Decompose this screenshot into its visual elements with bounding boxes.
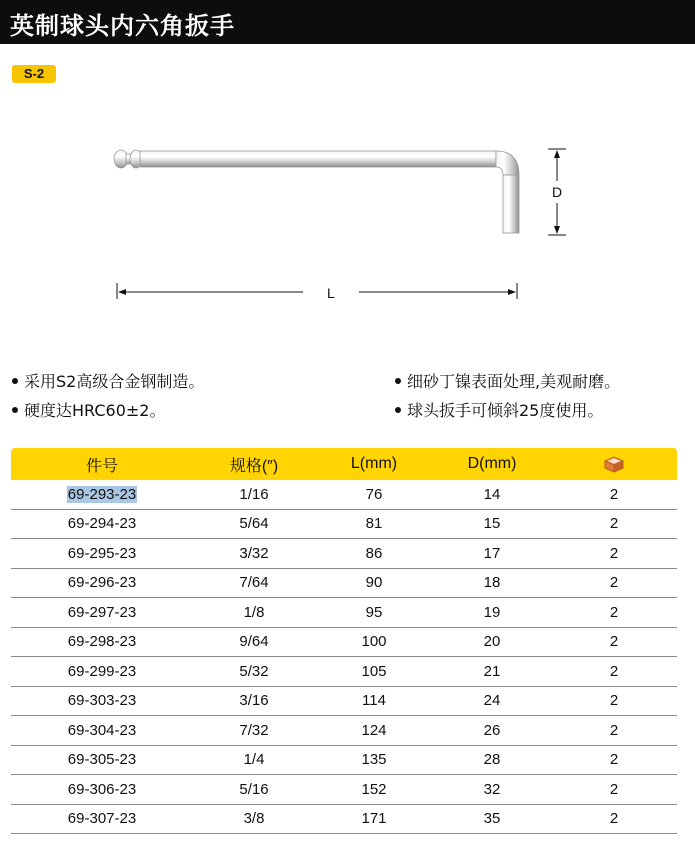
table-row [11,657,677,687]
header-part-no: 件号 [11,448,193,480]
table-row [11,804,677,834]
cell-quantity: 2 [551,598,677,628]
cell-length: 114 [315,686,433,716]
table-row [11,598,677,628]
table-header-row [11,448,677,480]
cell-size: 3/16 [193,686,315,716]
cell-length: 76 [315,480,433,509]
cell-size: 5/32 [193,657,315,687]
table-row [11,686,677,716]
cell-part-no [11,480,193,509]
header-length: L(mm) [315,448,433,480]
cell-length: 86 [315,539,433,569]
cell-quantity: 2 [551,716,677,746]
cell-quantity: 2 [551,745,677,775]
cell-part-no: 69-295-23 [11,539,193,569]
bullet-icon [12,407,18,413]
cell-size: 5/64 [193,509,315,539]
feature-item: 球头扳手可倾斜25度使用。 [395,398,603,421]
cell-size: 3/32 [193,539,315,569]
feature-item: 细砂丁镍表面处理,美观耐磨。 [395,369,620,392]
cell-length: 152 [315,775,433,805]
selected-text[interactable]: 69-293-23 [67,485,137,503]
feature-item: 硬度达HRC60±2。 [12,398,165,421]
cell-size: 1/8 [193,598,315,628]
hex-key-icon [114,150,519,233]
table-row [11,509,677,539]
cell-quantity: 2 [551,804,677,834]
dimension-l-label: L [327,285,335,301]
table-row [11,627,677,657]
cell-diameter: 18 [433,568,551,598]
cell-part-no: 69-299-23 [11,657,193,687]
cell-diameter: 15 [433,509,551,539]
cell-diameter: 28 [433,745,551,775]
cell-length: 105 [315,657,433,687]
cell-diameter: 17 [433,539,551,569]
table-row [11,568,677,598]
feature-item: 采用S2高级合金钢制造。 [12,369,204,392]
cell-part-no: 69-303-23 [11,686,193,716]
page-title: 英制球头内六角扳手 [10,12,235,40]
cell-size: 7/32 [193,716,315,746]
bullet-icon [12,378,18,384]
cell-size: 1/16 [193,480,315,509]
cell-length: 171 [315,804,433,834]
cell-size: 3/8 [193,804,315,834]
model-badge: S-2 [12,65,56,83]
cell-diameter: 24 [433,686,551,716]
cell-size: 9/64 [193,627,315,657]
cell-quantity: 2 [551,539,677,569]
dimension-l [117,283,517,299]
cell-size: 7/64 [193,568,315,598]
cell-length: 81 [315,509,433,539]
cell-diameter: 21 [433,657,551,687]
cell-length: 95 [315,598,433,628]
cell-part-no: 69-298-23 [11,627,193,657]
wrench-diagram [0,95,695,315]
cell-length: 100 [315,627,433,657]
cell-size: 1/4 [193,745,315,775]
header-quantity [551,448,677,480]
package-box-icon [603,455,625,473]
cell-quantity: 2 [551,657,677,687]
cell-part-no: 69-297-23 [11,598,193,628]
cell-quantity: 2 [551,568,677,598]
cell-part-no: 69-304-23 [11,716,193,746]
cell-diameter: 32 [433,775,551,805]
cell-quantity: 2 [551,627,677,657]
header-diameter: D(mm) [433,448,551,480]
cell-length: 135 [315,745,433,775]
cell-quantity: 2 [551,509,677,539]
cell-diameter: 20 [433,627,551,657]
cell-quantity: 2 [551,480,677,509]
spec-table [11,448,677,834]
bullet-icon [395,378,401,384]
table-row [11,716,677,746]
cell-diameter: 26 [433,716,551,746]
table-row [11,775,677,805]
cell-quantity: 2 [551,775,677,805]
cell-diameter: 35 [433,804,551,834]
cell-diameter: 14 [433,480,551,509]
table-row [11,745,677,775]
page-header [0,0,695,44]
bullet-icon [395,407,401,413]
cell-quantity: 2 [551,686,677,716]
table-row [11,480,677,509]
cell-part-no: 69-296-23 [11,568,193,598]
dimension-d-label: D [552,184,563,200]
cell-length: 124 [315,716,433,746]
cell-size: 5/16 [193,775,315,805]
cell-length: 90 [315,568,433,598]
table-row [11,539,677,569]
cell-part-no: 69-294-23 [11,509,193,539]
cell-part-no: 69-306-23 [11,775,193,805]
header-size: 规格(″) [193,448,315,480]
cell-diameter: 19 [433,598,551,628]
cell-part-no: 69-305-23 [11,745,193,775]
cell-part-no: 69-307-23 [11,804,193,834]
